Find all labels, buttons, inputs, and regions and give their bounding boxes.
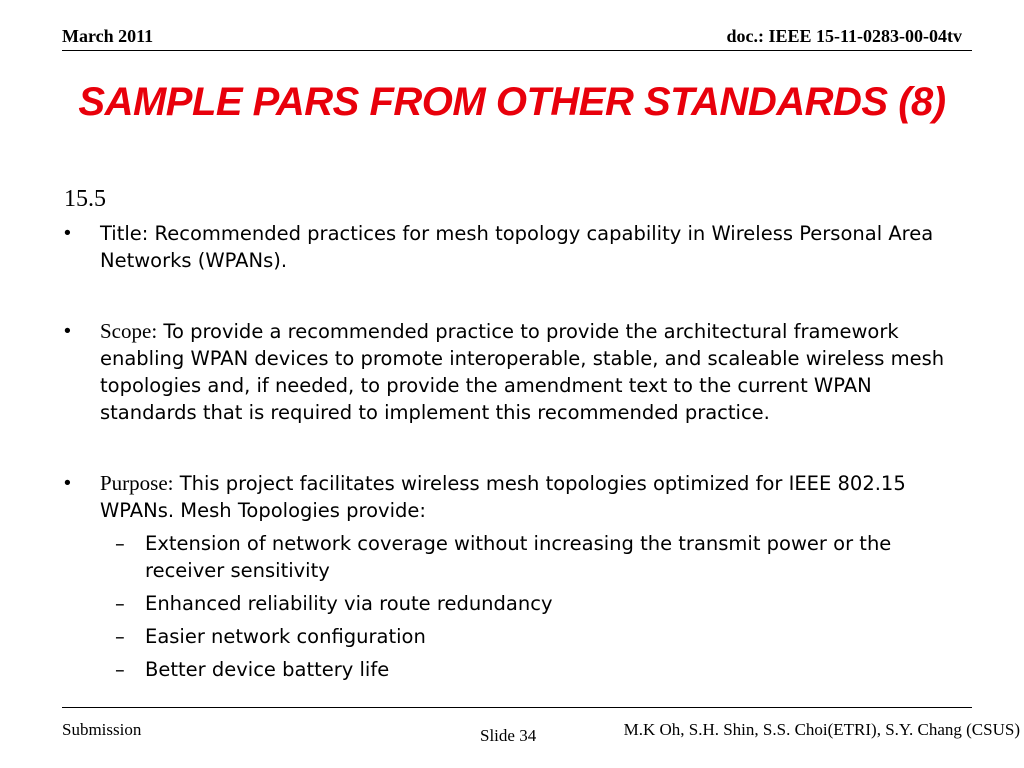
sub-bullet-text: Extension of network coverage without increasing the transmit power or the receiver sensitivity	[145, 532, 892, 582]
header-divider	[62, 50, 972, 51]
sub-bullet	[64, 656, 974, 683]
footer-submission: Submission	[62, 720, 142, 739]
sub-bullet-text: Enhanced reliability via route redundancy	[145, 592, 553, 615]
bullet-title	[64, 220, 974, 274]
sub-bullet	[64, 590, 974, 617]
sub-bullet-marker: –	[115, 592, 125, 615]
bullet-text: Title: Recommended practices for mesh topology capability in Wireless Personal Area Networks (WPANs).	[100, 222, 934, 272]
bullet-marker: •	[64, 222, 71, 244]
bullet-scope	[64, 318, 974, 426]
header-date: March 2011	[62, 26, 154, 46]
sub-bullet	[64, 530, 974, 584]
bullet-text: This project facilitates wireless mesh topologies optimized for IEEE 802.15 WPANs. Mesh Topologies provide:	[100, 472, 906, 522]
footer-divider	[62, 707, 972, 708]
footer-authors: M.K Oh, S.H. Shin, S.S. Choi(ETRI), S.Y. Chang (CSUS)	[623, 720, 1020, 739]
bullet-lead: Purpose:	[100, 471, 174, 495]
sub-bullet-marker: –	[115, 658, 125, 681]
slide-title: SAMPLE PARS FROM OTHER STANDARDS (8)	[78, 80, 946, 124]
slide-body	[64, 220, 974, 683]
sub-bullet-text: Easier network configuration	[145, 625, 426, 648]
bullet-marker: •	[64, 472, 71, 494]
bullet-marker: •	[64, 320, 71, 342]
header-doc-id: doc.: IEEE 15-11-0283-00-04tv	[726, 26, 962, 46]
sub-bullet-marker: –	[115, 625, 125, 648]
bullet-lead: Scope:	[100, 319, 158, 343]
bullet-text: To provide a recommended practice to provide the architectural framework enabling WPAN devices to promote interoperable, stable, and scaleable wireless mesh topologies and, if needed, to provide the amendment text to the current WPAN standards that is required to implement this recommended practice.	[100, 320, 945, 424]
footer-slide-number: Slide 34	[480, 726, 537, 745]
sub-bullet-text: Better device battery life	[145, 658, 390, 681]
bullet-purpose	[64, 470, 974, 524]
section-number: 15.5	[64, 186, 106, 212]
sub-bullet	[64, 623, 974, 650]
sub-bullet-marker: –	[115, 532, 125, 555]
